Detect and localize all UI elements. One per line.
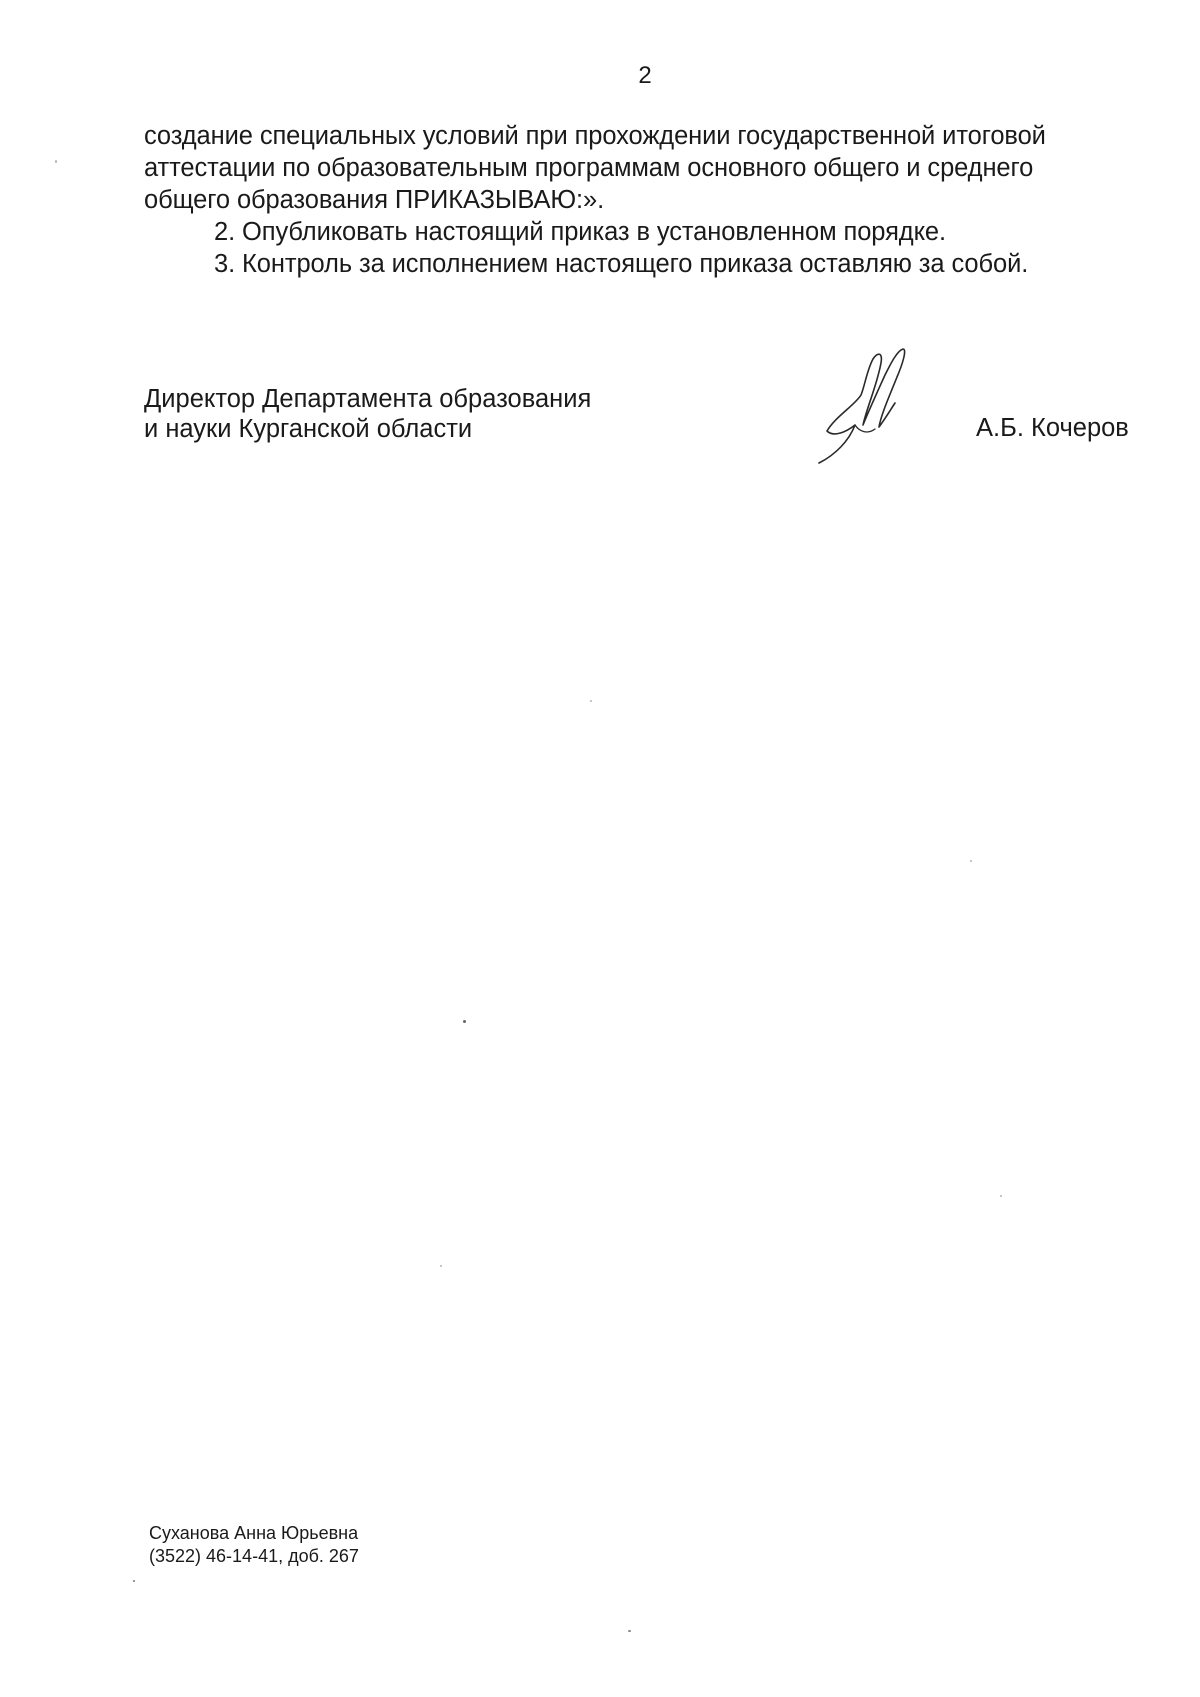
scan-speck [1000, 1195, 1002, 1197]
scan-speck [55, 160, 57, 163]
body-line-3: общего образования ПРИКАЗЫВАЮ:». [144, 186, 605, 214]
scan-speck [133, 1580, 135, 1582]
scan-speck [628, 1630, 631, 1632]
page-number: 2 [638, 62, 652, 89]
scan-speck [463, 1020, 466, 1023]
executor-phone: (3522) 46-14-41, доб. 267 [149, 1546, 359, 1566]
executor-info [149, 1522, 359, 1568]
signer-position-line-1: Директор Департамента образования [144, 385, 592, 413]
scan-speck [590, 700, 592, 702]
scan-speck [440, 1265, 442, 1267]
signer-position [144, 384, 591, 444]
body-line-1: создание специальных условий при прохождении государственной итоговой [144, 122, 1046, 150]
document-body [144, 120, 1154, 280]
body-line-2: аттестации по образовательным программам основного общего и среднего [144, 154, 1034, 182]
scan-speck [970, 860, 972, 862]
executor-name: Суханова Анна Юрьевна [149, 1523, 359, 1543]
order-item-3: 3. Контроль за исполнением настоящего приказа оставляю за собой. [214, 250, 1029, 278]
order-item-2: 2. Опубликовать настоящий приказ в установленном порядке. [214, 218, 946, 246]
signer-position-line-2: и науки Курганской области [144, 415, 473, 443]
signer-name: А.Б. Кочеров [976, 414, 1129, 442]
handwritten-signature [815, 345, 955, 470]
